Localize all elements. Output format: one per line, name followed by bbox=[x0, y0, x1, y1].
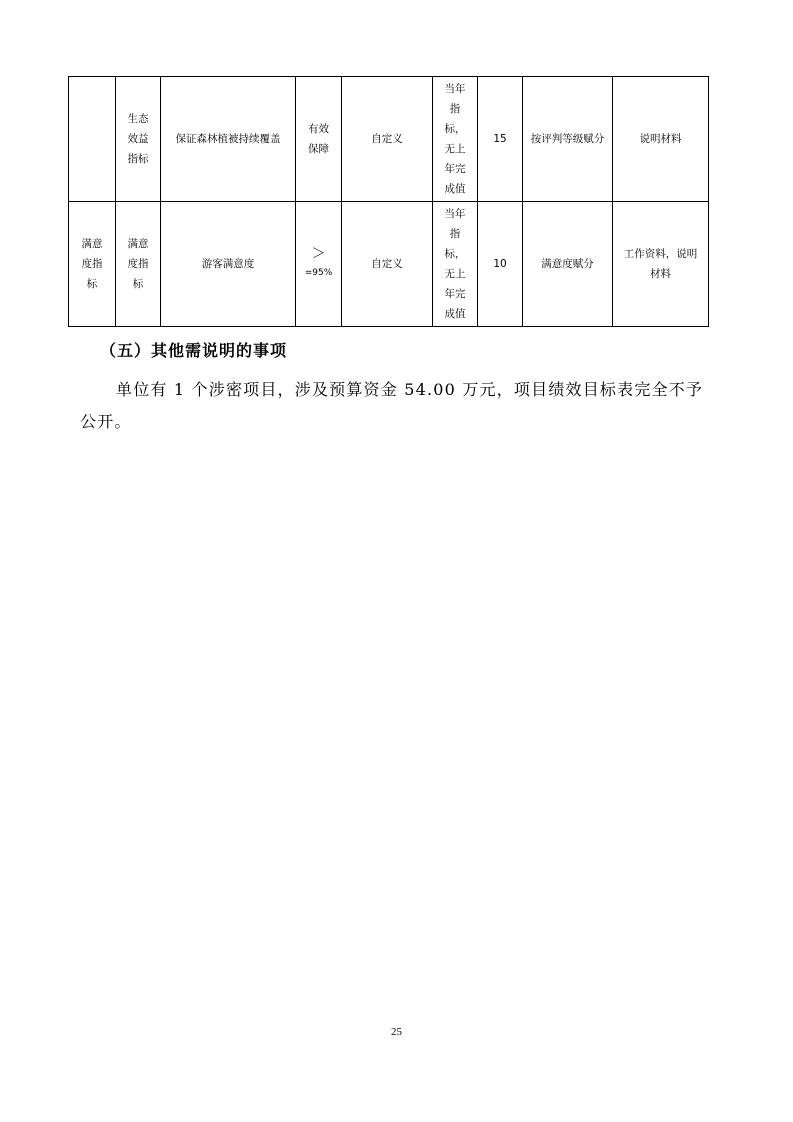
table-cell: 按评判等级赋分 bbox=[523, 77, 613, 202]
table-cell: 说明材料 bbox=[613, 77, 709, 202]
table-cell: 当年指标，无上年完成值 bbox=[433, 77, 478, 202]
table-cell: 满意度指标 bbox=[116, 202, 161, 327]
table-cell: 自定义 bbox=[342, 202, 433, 327]
page-number: 25 bbox=[391, 1026, 402, 1038]
table-cell: 满意度赋分 bbox=[523, 202, 613, 327]
table-cell: 10 bbox=[478, 202, 523, 327]
table-cell: 当年指标，无上年完成值 bbox=[433, 202, 478, 327]
target-operator: ＞ bbox=[311, 246, 326, 262]
table-cell bbox=[69, 77, 116, 202]
section-paragraph: 单位有 1 个涉密项目，涉及预算资金 54.00 万元，项目绩效目标表完全不予公开。 bbox=[80, 380, 704, 431]
table-cell: 生态效益指标 bbox=[116, 77, 161, 202]
table-cell: 有效保障 bbox=[296, 77, 342, 202]
table-cell bbox=[296, 202, 342, 327]
table-cell: 满意度指标 bbox=[69, 202, 116, 327]
table-cell: 工作资料，说明材料 bbox=[613, 202, 709, 327]
section-heading: （五）其他需说明的事项 bbox=[100, 341, 288, 360]
performance-table bbox=[68, 76, 709, 327]
table-cell: 保证森林植被持续覆盖 bbox=[161, 77, 296, 202]
table-cell: 15 bbox=[478, 77, 523, 202]
table-cell: 自定义 bbox=[342, 77, 433, 202]
table-cell: 游客满意度 bbox=[161, 202, 296, 327]
table-row bbox=[69, 77, 709, 202]
table-row bbox=[69, 202, 709, 327]
target-value: =95% bbox=[304, 268, 333, 278]
